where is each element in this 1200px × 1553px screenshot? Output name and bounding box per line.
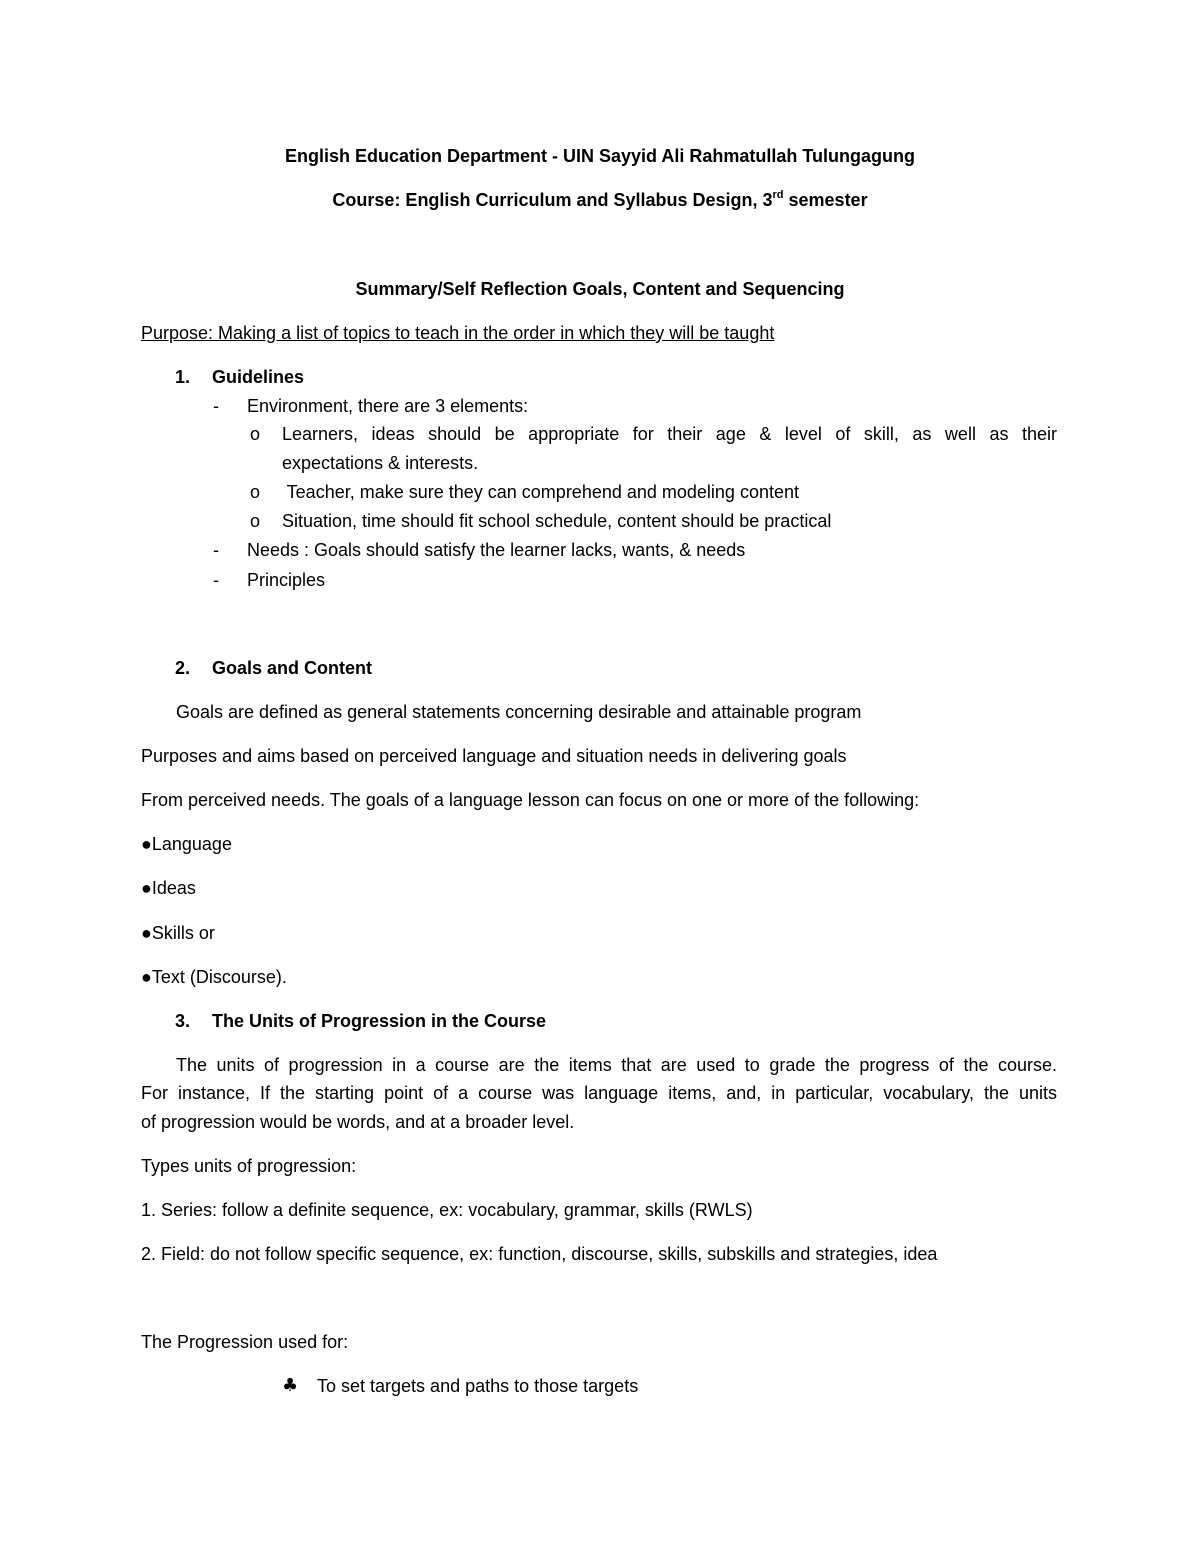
type-field: 2. Field: do not follow specific sequence, ex: function, discourse, skills, subskills and strategies, idea: [141, 1244, 938, 1264]
header-course-text: Course: English Curriculum and Syllabus Design, 3: [332, 190, 773, 210]
environment-item: Environment, there are 3 elements:: [247, 396, 529, 416]
section1-number: 1.: [175, 367, 191, 387]
section3-heading: The Units of Progression in the Course: [212, 1011, 547, 1031]
progression-paragraph-line3: of progression would be words, and at a broader level.: [141, 1112, 575, 1132]
goals-definition: Goals are defined as general statements concerning desirable and attainable program: [176, 702, 862, 722]
goal-bullet-text: ●Text (Discourse).: [141, 967, 287, 987]
learners-item: Learners, ideas should be appropriate for their age & level of skill, as well as their: [282, 424, 1057, 444]
types-title: Types units of progression:: [141, 1156, 357, 1176]
purposes-paragraph: Purposes and aims based on perceived language and situation needs in delivering goals: [141, 746, 847, 766]
needs-item: Needs : Goals should satisfy the learner lacks, wants, & needs: [247, 540, 746, 560]
dash-marker: -: [213, 570, 219, 590]
teacher-item: Teacher, make sure they can comprehend and modeling content: [282, 482, 799, 502]
sub-marker: o: [250, 482, 261, 502]
document-title: Summary/Self Reflection Goals, Content and Sequencing: [355, 279, 845, 299]
header-course-suffix: semester: [783, 190, 868, 210]
header-course: [0, 189, 1200, 211]
progression-item: To set targets and paths to those targets: [317, 1376, 639, 1396]
progression-paragraph-line2: For instance, If the starting point of a course was language items, and, in particular, vocabulary, the units: [141, 1083, 1057, 1103]
section3-number: 3.: [175, 1011, 191, 1031]
club-icon: ♣: [282, 1375, 299, 1396]
situation-item: Situation, time should fit school schedule, content should be practical: [282, 511, 832, 531]
sub-marker: o: [250, 511, 261, 531]
progression-title: The Progression used for:: [141, 1332, 349, 1352]
header-course-sup: rd: [772, 189, 784, 201]
purpose-line: Purpose: Making a list of topics to teach in the order in which they will be taught: [141, 323, 775, 343]
principles-item: Principles: [247, 570, 326, 590]
dash-marker: -: [213, 396, 219, 416]
perceived-needs-paragraph: From perceived needs. The goals of a language lesson can focus on one or more of the following:: [141, 790, 920, 810]
dash-marker: -: [213, 540, 219, 560]
section2-number: 2.: [175, 658, 191, 678]
section2-heading: Goals and Content: [212, 658, 373, 678]
section1-heading: Guidelines: [212, 367, 305, 387]
sub-marker: o: [250, 424, 261, 444]
header-department: English Education Department - UIN Sayyid Ali Rahmatullah Tulungagung: [284, 146, 916, 166]
goal-bullet-language: ●Language: [141, 834, 232, 854]
learners-item-continued: expectations & interests.: [282, 453, 479, 473]
goal-bullet-skills: ●Skills or: [141, 923, 215, 943]
progression-paragraph-line1: The units of progression in a course are the items that are used to grade the progress of the course.: [176, 1055, 1057, 1075]
goal-bullet-ideas: ●Ideas: [141, 878, 196, 898]
type-series: 1. Series: follow a definite sequence, ex: vocabulary, grammar, skills (RWLS): [141, 1200, 753, 1220]
